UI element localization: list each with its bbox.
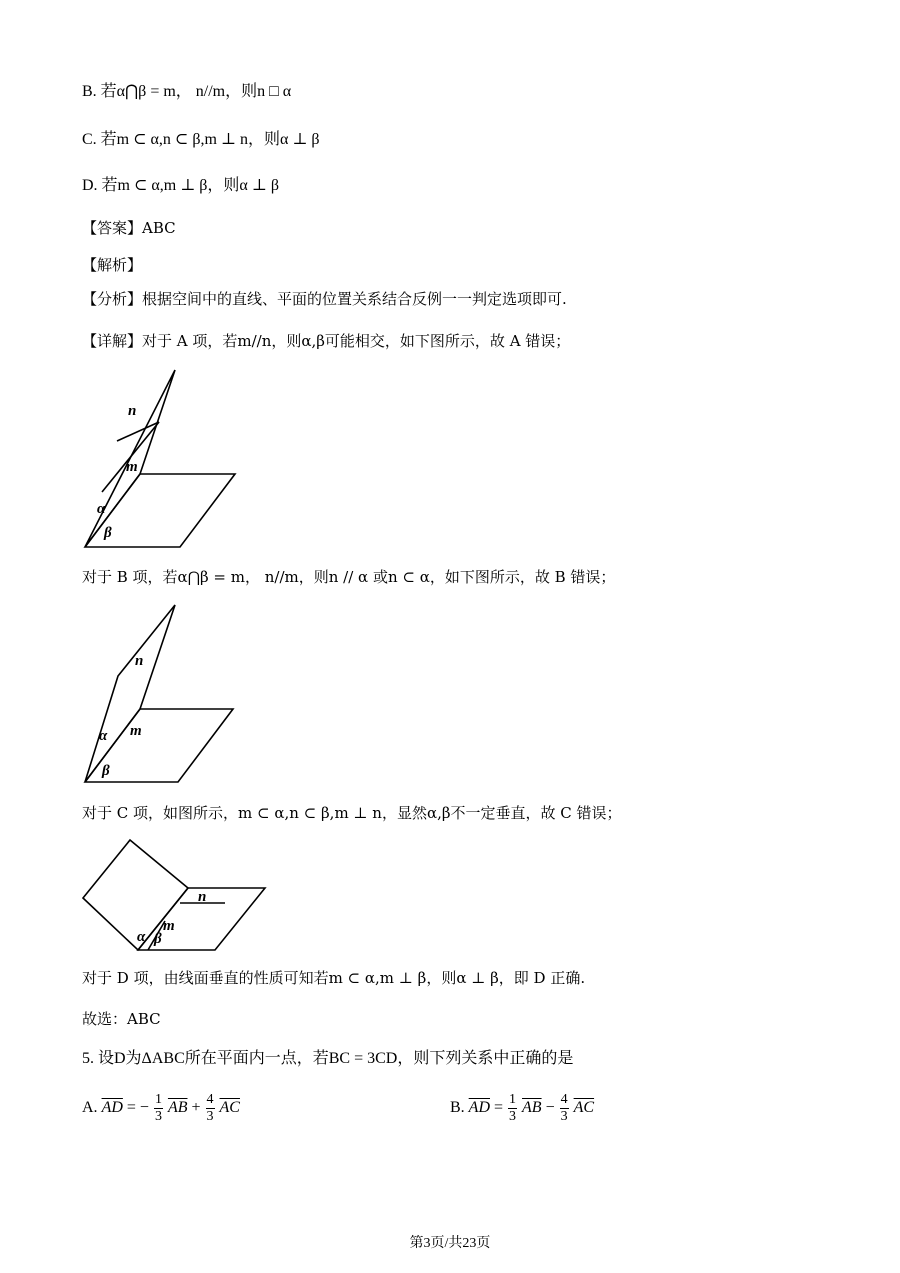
detail-b: 对于 B 项，若α⋂β = m， n//m，则n // α 或n ⊂ α，如下图所示，故 B 错误； (82, 568, 616, 586)
label-alpha: α (99, 728, 108, 744)
label-n: n (128, 403, 137, 419)
option-5b (450, 1092, 594, 1125)
label-n: n (198, 889, 207, 905)
answer: 【答案】ABC (82, 219, 176, 237)
final-choice: 故选：ABC (82, 1010, 161, 1028)
detail-a: 【详解】对于 A 项，若m//n，则α,β可能相交，如下图所示，故 A 错误； (82, 332, 571, 350)
figure-c-diagram (80, 838, 270, 953)
label-m: m (130, 723, 142, 739)
vector-ab: $\overline{AB}$ (167, 1099, 188, 1117)
label-m: m (126, 459, 138, 475)
label-beta: β (102, 763, 110, 779)
label-alpha: α (97, 501, 106, 517)
vector-ad: $\overline{AD}$ (468, 1099, 490, 1117)
detail-d: 对于 D 项，由线面垂直的性质可知若m ⊂ α,m ⊥ β，则α ⊥ β，即 D 正确. (82, 969, 586, 987)
label-n: n (135, 653, 144, 669)
vector-ac: $\overline{AC}$ (573, 1099, 595, 1117)
option-5b-label: B. (450, 1099, 465, 1117)
label-beta: β (154, 931, 162, 947)
option-c: C. 若m ⊂ α,n ⊂ β,m ⊥ n，则α ⊥ β (82, 131, 320, 148)
plane-alpha (85, 605, 175, 782)
vector-ab: $\overline{AB}$ (522, 1099, 542, 1117)
label-m: m (163, 918, 175, 934)
fraction-4-3: $\frac{4}{3}$ (206, 1092, 214, 1124)
vector-ad: $\overline{AD}$ (101, 1099, 123, 1117)
label-alpha: α (137, 929, 146, 945)
option-5a-label: A. (82, 1099, 98, 1117)
minus-sign: − (545, 1099, 555, 1117)
plus-sign: + (191, 1099, 201, 1117)
vector-ac: $\overline{AC}$ (219, 1099, 240, 1117)
line-m (102, 422, 159, 492)
label-beta: β (104, 525, 112, 541)
analysis-summary: 【分析】根据空间中的直线、平面的位置关系结合反例一一判定选项即可. (82, 290, 567, 308)
fraction-4-3: $\frac{4}{3}$ (560, 1092, 568, 1124)
option-5a (82, 1092, 240, 1125)
equals-minus: = − (126, 1099, 149, 1117)
analysis-heading: 【解析】 (82, 256, 143, 274)
question-5: 5. 设D为ΔABC所在平面内一点，若BC = 3CD，则下列关系中正确的是 (82, 1050, 574, 1067)
figure-a-diagram (80, 365, 240, 550)
option-d: D. 若m ⊂ α,m ⊥ β，则α ⊥ β (82, 177, 279, 194)
equals-sign: = (494, 1099, 504, 1117)
option-b: B. 若α⋂β = m， n//m，则n □ α (82, 83, 292, 100)
fraction-1-3: $\frac{1}{3}$ (154, 1092, 162, 1124)
page-footer: 第3页/共23页 (409, 1236, 491, 1251)
figure-b-diagram (80, 600, 240, 785)
fraction-1-3: $\frac{1}{3}$ (509, 1092, 517, 1124)
detail-c: 对于 C 项，如图所示，m ⊂ α,n ⊂ β,m ⊥ n，显然α,β不一定垂直，故 C 错误； (82, 804, 622, 822)
